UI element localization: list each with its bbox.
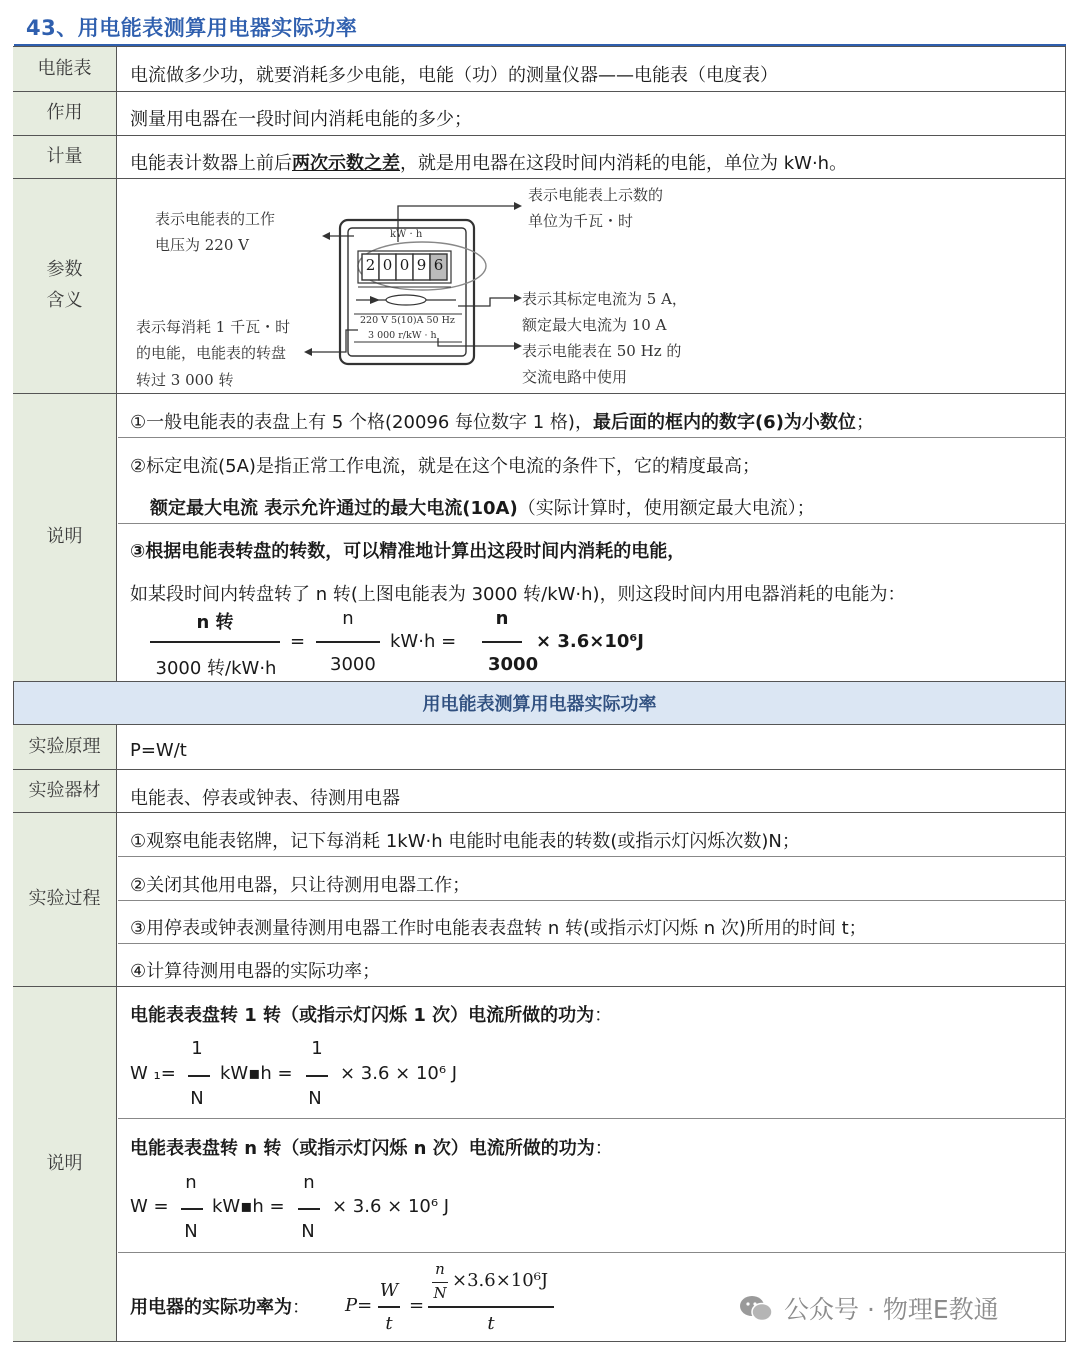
label-measure: 计量 (13, 136, 117, 178)
fraction-denominator: 3000 (330, 654, 376, 675)
sub-divider (118, 523, 1066, 524)
explain-2-title: 电能表表盘转 n 转（或指示灯闪烁 n 次）电流所做的功为： (130, 1138, 613, 1159)
row-divider (13, 393, 1066, 394)
meter-digit: 2 (365, 256, 376, 274)
fraction-bar (181, 1208, 203, 1210)
label-parameters: 参数 含义 (13, 179, 117, 393)
row-divider (13, 178, 1066, 179)
row-divider (13, 724, 1066, 725)
fraction-numerator: n (342, 608, 354, 629)
annotation-frequency: 表示电能表在 50 Hz 的 交流电路中使用 (522, 342, 682, 387)
w-lhs: W = (130, 1196, 169, 1217)
label-function: 作用 (13, 92, 117, 135)
meter-spec: 220 V 5(10)A 50 Hz (360, 315, 455, 326)
fraction-numerator: n (495, 608, 509, 629)
note-3b: 如某段时间内转盘转了 n 转(上图电能表为 3000 转/kW·h)，则这段时间内用电器消耗的电能为： (130, 584, 906, 605)
meter-unit: kW · h (390, 229, 423, 240)
annotation-unit: 表示电能表上示数的 单位为千瓦・时 (528, 186, 664, 231)
step-3: ③用停表或钟表测量待测用电器工作时电能表表盘转 n 转(或指示灯闪烁 n 次)所用的时间 t； (130, 918, 867, 939)
meter-digit: 9 (416, 256, 427, 274)
equals-sign: = (290, 631, 306, 652)
meter-definition: 电流做多少功，就要消耗多少电能，电能（功）的测量仪器——电能表（电度表） (130, 65, 778, 86)
equals-sign: = (409, 1295, 425, 1316)
note-2b: 额定最大电流 表示允许通过的最大电流(10A)（实际计算时，使用额定最大电流）； (150, 498, 815, 519)
equipment-text: 电能表、停表或钟表、待测用电器 (130, 788, 400, 809)
sub-divider (118, 1252, 1066, 1253)
label-notes-2: 说明 (13, 987, 117, 1341)
meter-digit: 0 (399, 256, 410, 274)
fraction-numerator: n 转 (196, 612, 234, 633)
explain-1-title: 电能表表盘转 1 转（或指示灯闪烁 1 次）电流所做的功为： (130, 1005, 613, 1026)
step-1: ①观察电能表铭牌，记下每消耗 1kW·h 电能时电能表的转数(或指示灯闪烁次数)N； (130, 831, 800, 852)
label-notes-1: 说明 (13, 394, 117, 681)
fraction-numerator: 1 (311, 1038, 323, 1059)
fraction-bar (306, 1075, 328, 1077)
meter-rev: 3 000 r/kW · h (368, 330, 437, 341)
sub-divider (118, 1118, 1066, 1119)
fraction-numerator: W (379, 1280, 399, 1301)
row-divider (13, 91, 1066, 92)
unit-text: kW▪h = (220, 1063, 293, 1084)
fraction-bar (432, 1282, 448, 1283)
fraction-bar (150, 641, 280, 643)
formula-tail: × 3.6 × 10⁶ J (340, 1063, 458, 1084)
fraction-bar (378, 1306, 400, 1308)
fraction-bar (316, 641, 380, 643)
measure-text: 电能表计数器上前后两次示数之差，就是用电器在这段时间内消耗的电能，单位为 kW·h。 (130, 153, 848, 174)
step-4: ④计算待测用电器的实际功率； (130, 961, 381, 982)
meter-digits (362, 256, 447, 278)
fraction-denominator: N (301, 1221, 315, 1242)
annotation-revolutions: 表示每消耗 1 千瓦・时 的电能，电能表的转盘 转过 3 000 转 (136, 318, 291, 389)
fraction-denominator: N (433, 1284, 447, 1302)
sub-divider (118, 856, 1066, 857)
fraction-bar (298, 1208, 320, 1210)
function-text: 测量用电器在一段时间内消耗电能的多少； (130, 109, 472, 130)
formula-tail: ×3.6×10⁶J (452, 1270, 549, 1291)
note-2: ②标定电流(5A)是指正常工作电流，就是在这个电流的条件下，它的精度最高； (130, 456, 760, 477)
formula-tail: × 3.6 × 10⁶ J (332, 1196, 450, 1217)
row-divider (13, 769, 1066, 770)
note-3: ③根据电能表转盘的转数，可以精准地计算出这段时间内消耗的电能， (130, 541, 686, 562)
fraction-bar (428, 1306, 554, 1308)
label-principle: 实验原理 (13, 725, 117, 769)
section-banner: 用电能表测算用电器实际功率 (14, 682, 1065, 724)
fraction-denominator: t (487, 1313, 495, 1334)
annotation-voltage: 表示电能表的工作 电压为 220 V (155, 210, 276, 255)
page-title: 43、用电能表测算用电器实际功率 (26, 16, 358, 40)
note-1: ①一般电能表的表盘上有 5 个格(20096 每位数字 1 格)，最后面的框内的数字(6)为小数位； (130, 412, 874, 433)
sub-divider (118, 943, 1066, 944)
w1-lhs: W ₁= (130, 1063, 176, 1084)
fraction-numerator: n (303, 1172, 315, 1193)
formula-tail: × 3.6×10⁶J (536, 631, 644, 652)
row-divider (13, 812, 1066, 813)
label-equipment: 实验器材 (13, 770, 117, 812)
fraction-bar (482, 641, 522, 643)
fraction-bar (188, 1075, 210, 1077)
fraction-denominator: 3000 (488, 654, 539, 675)
step-2: ②关闭其他用电器，只让待测用电器工作； (130, 875, 471, 896)
fraction-denominator: N (184, 1221, 198, 1242)
watermark: 公众号 · 物理E教通 (738, 1290, 999, 1326)
fraction-denominator: 3000 转/kW·h (155, 658, 277, 679)
unit-text: kW·h = (390, 631, 457, 652)
principle-text: P=W/t (130, 740, 187, 761)
annotation-current: 表示其标定电流为 5 A， 额定最大电流为 10 A (522, 290, 687, 335)
fraction-denominator: N (190, 1088, 204, 1109)
label-meter: 电能表 (13, 47, 117, 91)
meter-digit: 0 (382, 256, 393, 274)
label-process: 实验过程 (13, 813, 117, 986)
sub-divider (118, 437, 1066, 438)
unit-text: kW▪h = (212, 1196, 285, 1217)
fraction-numerator: n (185, 1172, 197, 1193)
row-divider (13, 135, 1066, 136)
power-p: P= (345, 1295, 373, 1316)
fraction-numerator: n (435, 1260, 445, 1278)
row-divider (13, 986, 1066, 987)
power-title: 用电器的实际功率为： (130, 1297, 310, 1318)
fraction-numerator: 1 (191, 1038, 203, 1059)
wechat-icon (738, 1293, 774, 1323)
sub-divider (118, 900, 1066, 901)
fraction-denominator: N (308, 1088, 322, 1109)
fraction-denominator: t (385, 1313, 393, 1334)
meter-digit-decimal: 6 (433, 256, 444, 274)
